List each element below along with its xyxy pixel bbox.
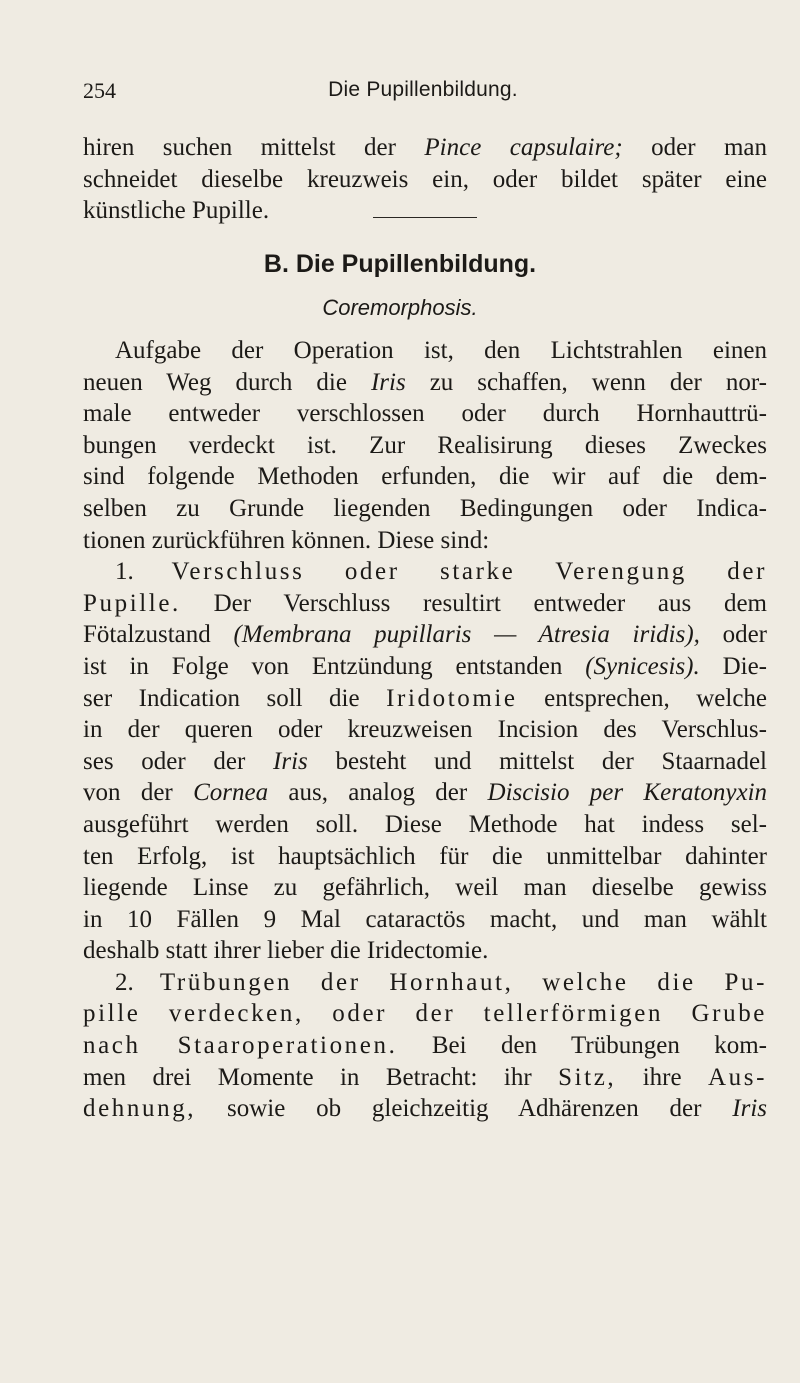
text-line: sind folgende Methoden erfunden, die wir auf die dem- [83,463,767,491]
text-line: künstliche Pupille. [83,197,270,225]
text-line: Pupille. Der Verschluss resultirt entweder aus dem [83,589,767,617]
text-line: ten Erfolg, ist hauptsächlich für die unmittelbar dahinter [83,842,767,870]
text-line: neuen Weg durch die Iris zu schaffen, wenn der nor- [83,368,767,396]
text-line: Fötalzustand (Membrana pupillaris — Atresia iridis), oder [83,621,767,649]
text-line: schneidet dieselbe kreuzweis ein, oder bildet später eine [83,165,767,193]
text-line: Aufgabe der Operation ist, den Lichtstrahlen einen [115,337,767,364]
text-line: ist in Folge von Entzündung entstanden (Synicesis). Die- [83,652,767,680]
text-line: deshalb statt ihrer lieber die Iridectomie. [83,937,489,965]
text-line: bungen verdeckt ist. Zur Realisirung dieses Zweckes [83,431,767,459]
text-line: ses oder der Iris besteht und mittelst der Staarnadel [83,747,767,775]
text-line: selben zu Grunde liegenden Bedingungen oder Indica- [83,494,767,522]
text-line: liegende Linse zu gefährlich, weil man dieselbe gewiss [83,874,767,902]
text-line: dehnung, sowie ob gleichzeitig Adhärenzen der Iris [83,1095,768,1123]
section-heading: B. Die Pupillenbildung. [263,250,537,278]
text-line: ser Indication soll die Iridotomie entsprechen, welche [83,684,768,712]
section-divider [373,217,477,218]
body-text [83,335,767,1125]
text-line: in 10 Fällen 9 Mal cataractös macht, und man wählt [83,905,767,933]
page-number: 254 [83,78,116,103]
text-line: in der queren oder kreuzweisen Incision des Verschlus- [83,716,767,744]
intro-paragraph [83,132,767,227]
text-line: tionen zurückführen können. Diese sind: [83,526,490,554]
text-line: men drei Momente in Betracht: ihr Sitz, ihre Aus- [83,1063,767,1091]
text-line: hiren suchen mittelst der Pince capsulaire; oder man [83,134,767,161]
text-line: 1. Verschluss oder starke Verengung der [115,558,767,586]
text-line: ausgeführt werden soll. Diese Methode hat indess sel- [83,810,767,838]
section-subtitle: Coremorphosis. [322,295,478,320]
running-title: Die Pupillenbildung. [328,78,518,101]
text-line: 2. Trübungen der Hornhaut, welche die Pu- [115,968,768,996]
page-header [83,78,763,112]
text-line: pille verdecken, oder der tellerförmigen Grube [83,1000,767,1028]
text-line: nach Staaroperationen. Bei den Trübungen kom- [83,1032,767,1060]
text-line: von der Cornea aus, analog der Discisio per Keratonyxin [83,779,768,807]
text-line: male entweder verschlossen oder durch Hornhauttrü- [83,400,767,428]
